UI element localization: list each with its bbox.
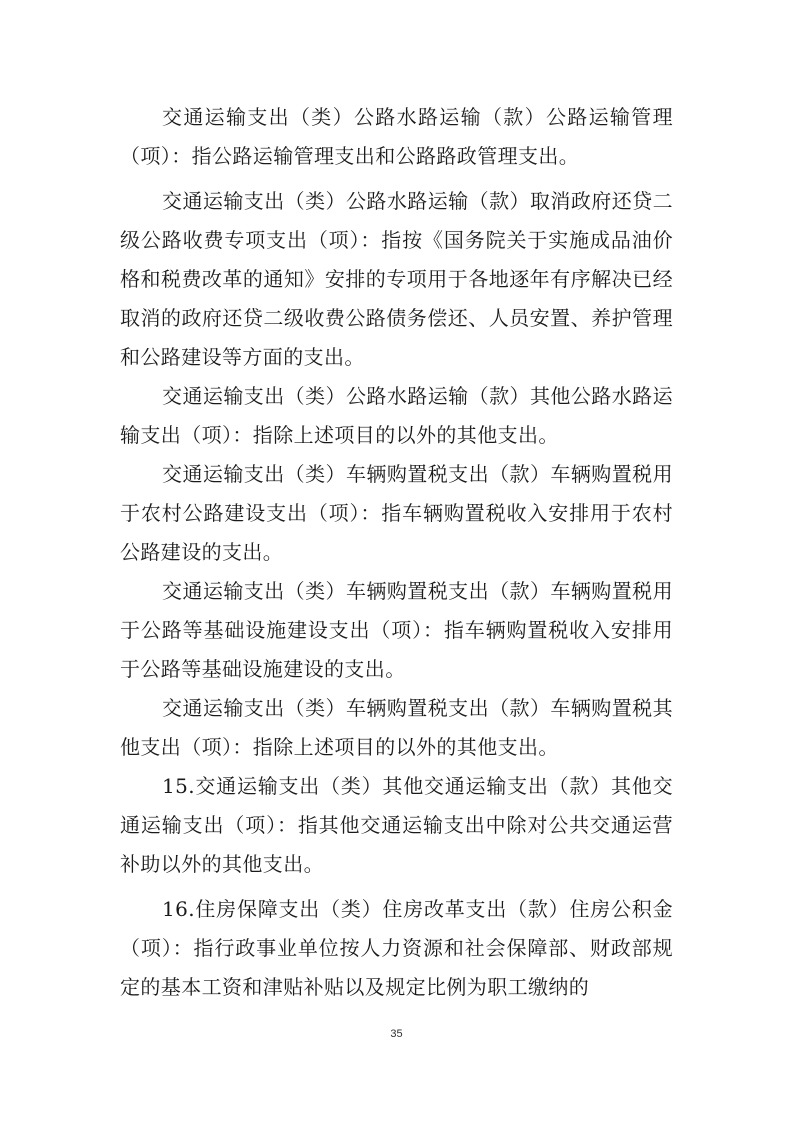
document-body — [120, 98, 673, 1007]
paragraph-item-16: 16.住房保障支出（类）住房改革支出（款）住房公积金（项）：指行政事业单位按人力资源和社会保障部、财政部规定的基本工资和津贴补贴以及规定比例为职工缴纳的 — [120, 897, 673, 999]
paragraph-vehicle-tax-other: 交通运输支出（类）车辆购置税支出（款）车辆购置税其他支出（项）：指除上述项目的以外的其他支出。 — [120, 696, 673, 759]
paragraph-toll-road-special-expenditure: 交通运输支出（类）公路水路运输（款）取消政府还贷二级公路收费专项支出（项）：指按《国务院关于实施成品油价格和税费改革的通知》安排的专项用于各地逐年有序解决已经取消的政府还贷二级收费公路债务偿还、人员安置、养护管理和公路建设等方面的支出。 — [120, 189, 673, 369]
page-number: 35 — [390, 1028, 403, 1040]
paragraph-highway-transport-management: 交通运输支出（类）公路水路运输（款）公路运输管理（项）：指公路运输管理支出和公路路政管理支出。 — [120, 105, 673, 168]
paragraph-other-highway-waterway: 交通运输支出（类）公路水路运输（款）其他公路水路运输支出（项）：指除上述项目的以外的其他支出。 — [120, 384, 673, 447]
paragraph-rural-road-construction: 交通运输支出（类）车辆购置税支出（款）车辆购置税用于农村公路建设支出（项）：指车辆购置税收入安排用于农村公路建设的支出。 — [120, 462, 673, 564]
paragraph-item-15: 15.交通运输支出（类）其他交通运输支出（款）其他交通运输支出（项）：指其他交通运输支出中除对公共交通运营补助以外的其他支出。 — [120, 774, 673, 876]
paragraph-infrastructure-construction: 交通运输支出（类）车辆购置税支出（款）车辆购置税用于公路等基础设施建设支出（项）：指车辆购置税收入安排用于公路等基础设施建设的支出。 — [120, 579, 673, 681]
